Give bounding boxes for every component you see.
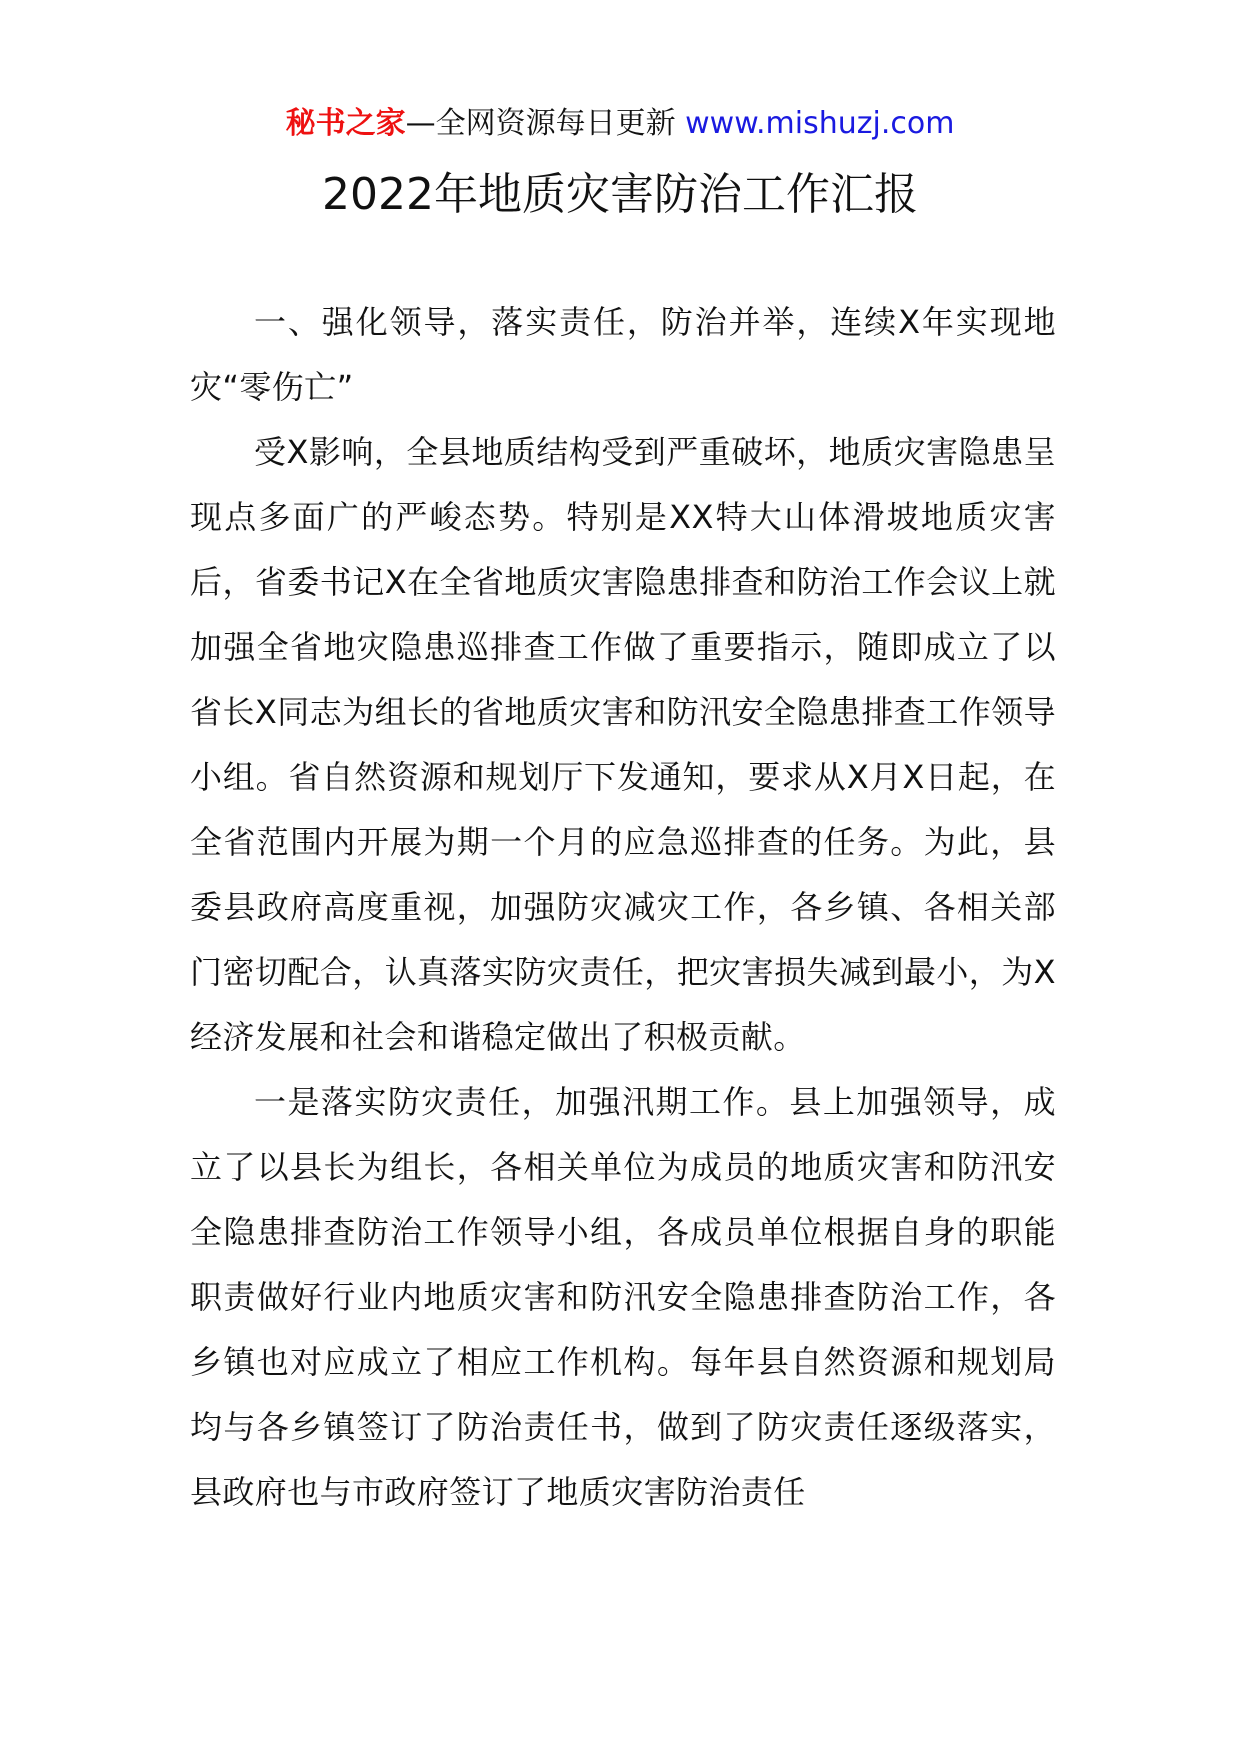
document-body	[190, 290, 1056, 1525]
section-heading-1: 一、强化领导，落实责任，防治并举，连续X年实现地灾“零伤亡”	[190, 303, 1056, 406]
banner-slogan: —全网资源每日更新	[405, 106, 676, 141]
banner-brand: 秘书之家	[285, 106, 406, 141]
site-banner	[0, 104, 1240, 144]
document-title: 2022年地质灾害防治工作汇报	[322, 169, 918, 220]
body-paragraph-2: 一是落实防灾责任，加强汛期工作。县上加强领导，成立了以县长为组长，各相关单位为成员的地质灾害和防汛安全隐患排查防治工作领导小组，各成员单位根据自身的职能职责做好行业内地质灾害和防汛安全隐患排查防治工作，各乡镇也对应成立了相应工作机构。每年县自然资源和规划局均与各乡镇签订了防治责任书，做到了防灾责任逐级落实，县政府也与市政府签订了地质灾害防治责任	[190, 1083, 1056, 1511]
banner-url-link[interactable]: www.mishuzj.com	[685, 106, 955, 141]
body-paragraph-1: 受X影响，全县地质结构受到严重破坏，地质灾害隐患呈现点多面广的严峻态势。特别是XX特大山体滑坡地质灾害后，省委书记X在全省地质灾害隐患排查和防治工作会议上就加强全省地灾隐患巡排查工作做了重要指示，随即成立了以省长X同志为组长的省地质灾害和防汛安全隐患排查工作领导小组。省自然资源和规划厅下发通知，要求从X月X日起，在全省范围内开展为期一个月的应急巡排查的任务。为此，县委县政府高度重视，加强防灾减灾工作，各乡镇、各相关部门密切配合，认真落实防灾责任，把灾害损失减到最小，为X经济发展和社会和谐稳定做出了积极贡献。	[190, 433, 1056, 1056]
